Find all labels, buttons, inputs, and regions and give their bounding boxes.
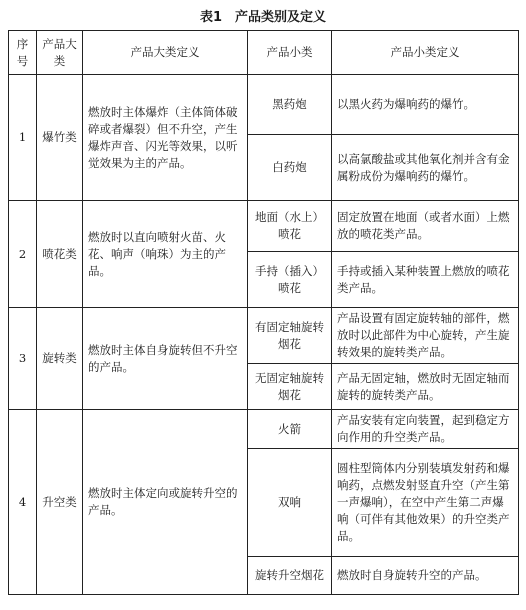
header-minor-def: 产品小类定义 (332, 31, 519, 75)
group-name: 爆竹类 (37, 75, 83, 201)
sub-definition: 产品无固定轴，燃放时无固定轴而旋转的旋转类产品。 (332, 364, 519, 410)
sub-name: 手持（插入）喷花 (248, 252, 332, 308)
sub-name: 火箭 (248, 410, 332, 449)
product-category-table (8, 30, 519, 595)
table-title: 表1 产品类别及定义 (199, 10, 327, 25)
header-seq: 序号 (9, 31, 37, 75)
group-name: 升空类 (37, 410, 83, 595)
sub-definition: 固定放置在地面（或者水面）上燃放的喷花类产品。 (332, 201, 519, 252)
table-row (9, 75, 519, 135)
sub-name: 双响 (248, 449, 332, 557)
group-no: 4 (9, 410, 37, 595)
group-no: 3 (9, 308, 37, 410)
sub-name: 地面（水上）喷花 (248, 201, 332, 252)
sub-name: 无固定轴旋转烟花 (248, 364, 332, 410)
group-name: 旋转类 (37, 308, 83, 410)
group-no: 1 (9, 75, 37, 201)
sub-definition: 圆柱型筒体内分别装填发射药和爆响药，点燃发射竖直升空（产生第一声爆响），在空中产生第二声爆响（可伴有其他效果）的升空类产品。 (332, 449, 519, 557)
sub-definition: 以黑火药为爆响药的爆竹。 (332, 75, 519, 135)
table-row (9, 308, 519, 364)
sub-name: 黑药炮 (248, 75, 332, 135)
sub-definition: 产品安装有定向装置，起到稳定方向作用的升空类产品。 (332, 410, 519, 449)
group-definition: 燃放时主体爆炸（主体筒体破碎或者爆裂）但不升空，产生爆炸声音、闪光等效果，以听觉效果为主的产品。 (83, 75, 248, 201)
table-row (9, 410, 519, 449)
group-no: 2 (9, 201, 37, 308)
group-definition: 燃放时主体定向或旋转升空的产品。 (83, 410, 248, 595)
header-minor: 产品小类 (248, 31, 332, 75)
group-name: 喷花类 (37, 201, 83, 308)
sub-name: 有固定轴旋转烟花 (248, 308, 332, 364)
sub-definition: 产品设置有固定旋转轴的部件，燃放时以此部件为中心旋转，产生旋转效果的旋转类产品。 (332, 308, 519, 364)
sub-definition: 燃放时自身旋转升空的产品。 (332, 557, 519, 595)
group-definition: 燃放时以直向喷射火苗、火花、响声（响珠）为主的产品。 (83, 201, 248, 308)
header-row (9, 31, 519, 75)
header-major: 产品大类 (37, 31, 83, 75)
sub-name: 旋转升空烟花 (248, 557, 332, 595)
sub-name: 白药炮 (248, 135, 332, 201)
header-major-def: 产品大类定义 (83, 31, 248, 75)
sub-definition: 手持或插入某种装置上燃放的喷花类产品。 (332, 252, 519, 308)
sub-definition: 以高氯酸盐或其他氧化剂并含有金属粉成份为爆响药的爆竹。 (332, 135, 519, 201)
table-row (9, 201, 519, 252)
group-definition: 燃放时主体自身旋转但不升空的产品。 (83, 308, 248, 410)
